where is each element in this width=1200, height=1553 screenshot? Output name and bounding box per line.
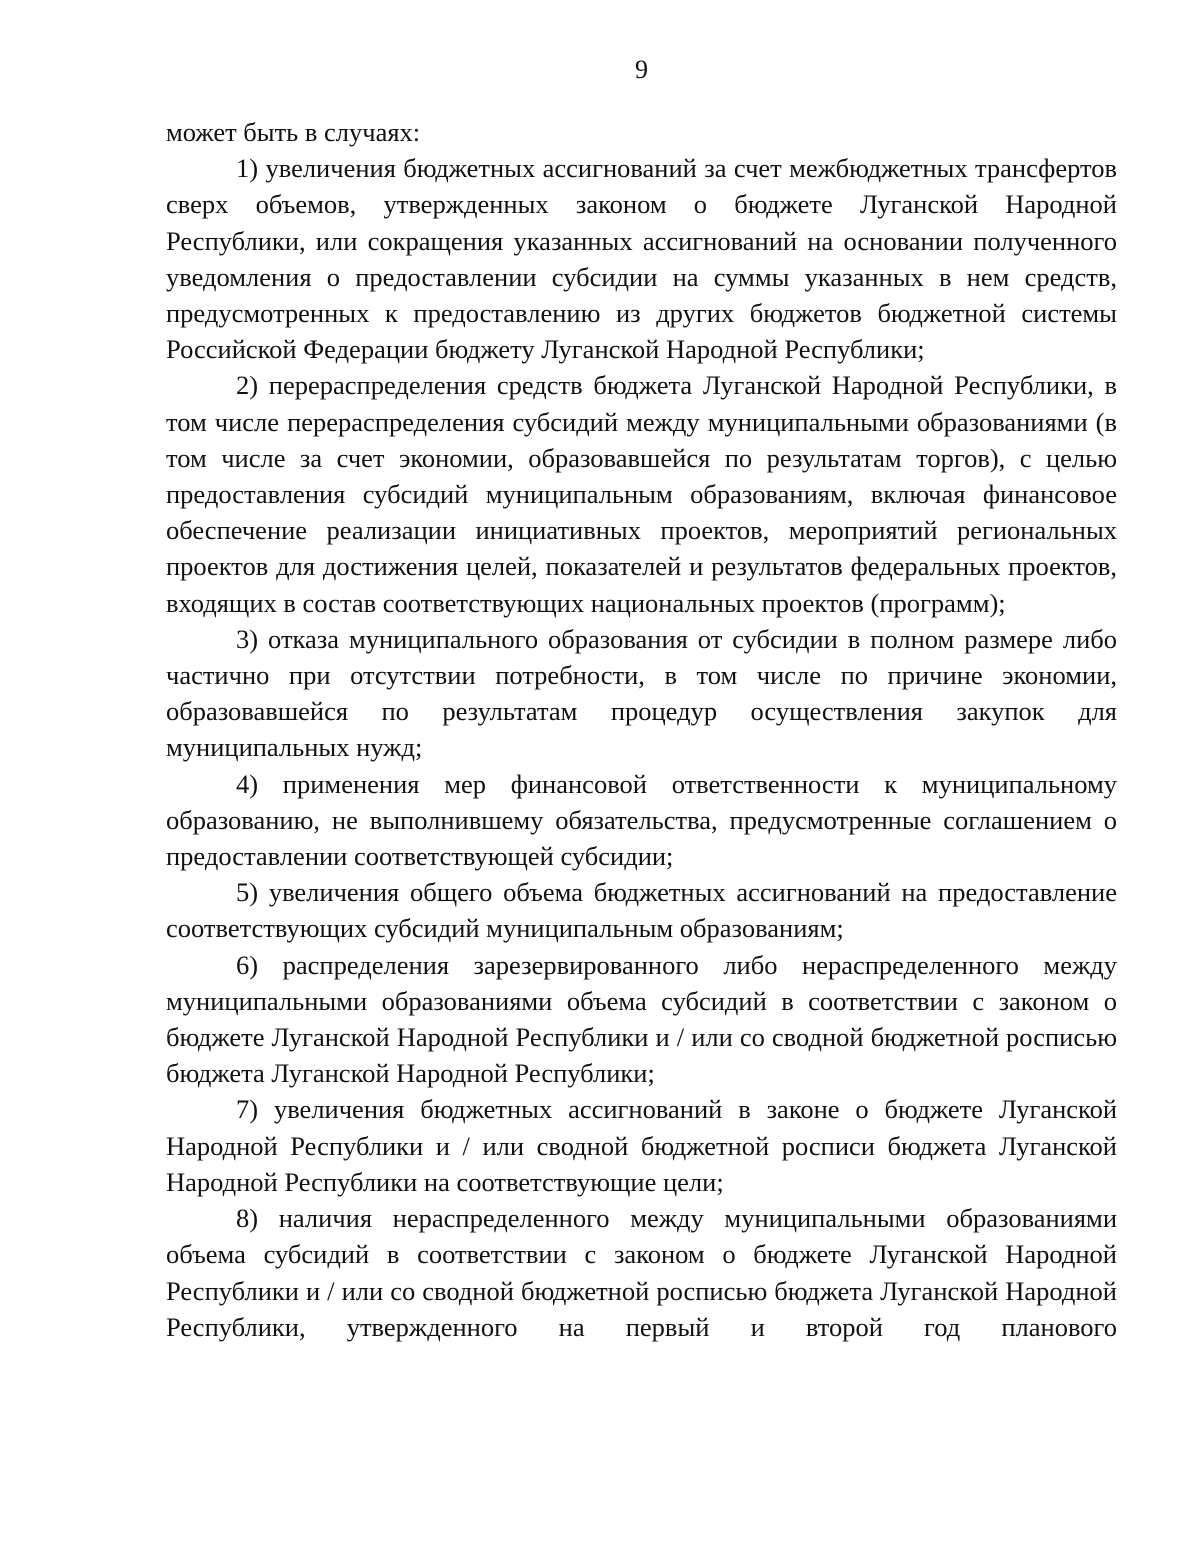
list-item-7: 7) увеличения бюджетных ассигнований в законе о бюджете Луганской Народной Республики и / или сводной бюджетной росписи бюджета Луганской Народной Республики на соответствующие цели; — [166, 1094, 1117, 1197]
list-item-5: 5) увеличения общего объема бюджетных ассигнований на предоставление соответствующих субсидий муниципальным образованиям; — [166, 877, 1117, 944]
list-item-8: 8) наличия нераспределенного между муниципальными образованиями объема субсидий в соответствии с законом о бюджете Луганской Народной Республики и / или со сводной бюджетной росписью бюджета Луганской Народной Республики, утвержденного на первый и второй год планового — [166, 1203, 1117, 1342]
list-item-2: 2) перераспределения средств бюджета Луганской Народной Республики, в том числе перераспределения субсидий между муниципальными образованиями (в том числе за счет экономии, образовавшейся по результатам торгов), с целью предоставления субсидий муниципальным образованиям, включая финансовое обеспечение реализации инициативных проектов, мероприятий региональных проектов для достижения целей, показателей и результатов федеральных проектов, входящих в состав соответствующих национальных проектов (программ); — [166, 370, 1117, 618]
list-item-4: 4) применения мер финансовой ответственности к муниципальному образованию, не выполнившему обязательства, предусмотренные соглашением о предоставлении соответствующей субсидии; — [166, 768, 1117, 872]
document-body — [166, 114, 1117, 1345]
list-item-3: 3) отказа муниципального образования от субсидии в полном размере либо частично при отсутствии потребности, в том числе по причине экономии, образовавшейся по результатам процедур осуществления закупок для муниципальных нужд; — [166, 623, 1117, 763]
paragraph-intro: может быть в случаях: — [166, 117, 421, 147]
list-item-6: 6) распределения зарезервированного либо нераспределенного между муниципальными образованиями объема субсидий в соответствии с законом о бюджете Луганской Народной Республики и / или со сводной бюджетной росписью бюджета Луганской Народной Республики; — [166, 949, 1117, 1089]
page-number: 9 — [635, 55, 648, 84]
list-item-1: 1) увеличения бюджетных ассигнований за счет межбюджетных трансфертов сверх объемов, утвержденных законом о бюджете Луганской Народной Республики, или сокращения указанных ассигнований на основании полученного уведомления о предоставлении субсидии на суммы указанных в нем средств, предусмотренных к предоставлению из других бюджетов бюджетной системы Российской Федерации бюджету Луганской Народной Республики; — [166, 153, 1117, 365]
